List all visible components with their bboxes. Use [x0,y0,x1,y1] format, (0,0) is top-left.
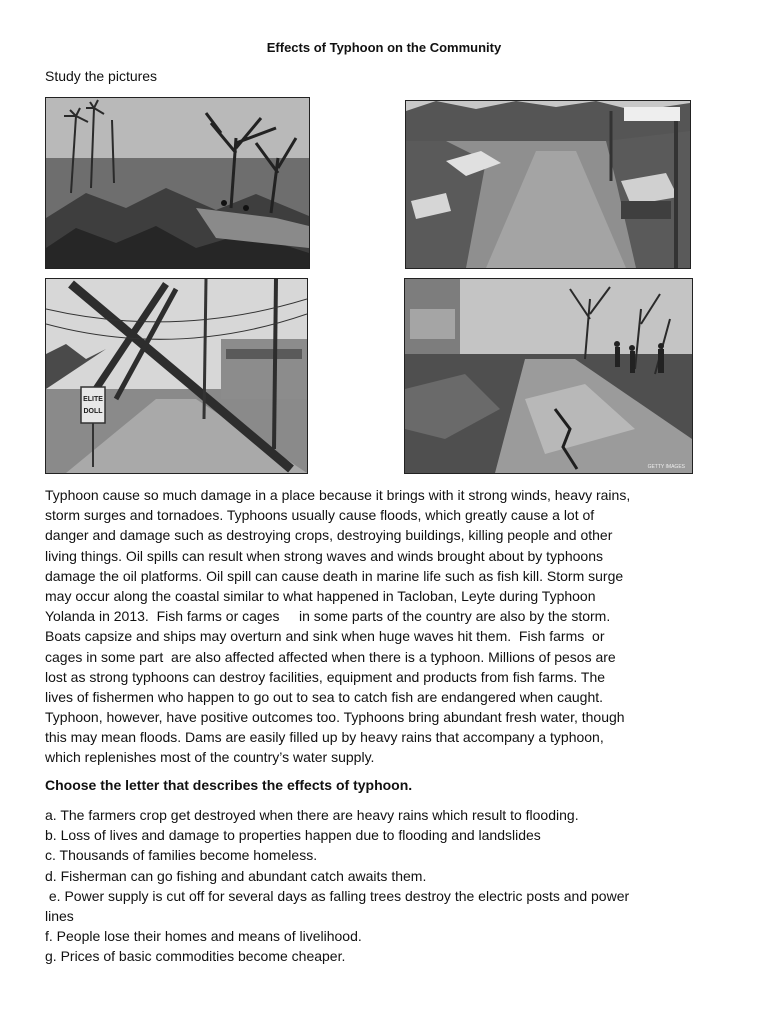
paragraph-line: Typhoon cause so much damage in a place because it brings with it strong winds, heavy rains, [45,487,631,503]
fallen-posts-photo [45,278,308,474]
storm-debris-photo [45,97,310,269]
storm-debris-image [46,98,309,268]
paragraph-line: Typhoon, however, have positive outcomes too. Typhoons bring abundant fresh water, though [45,709,625,726]
question-prompt: Choose the letter that describes the effects of typhoon. [45,777,413,793]
option-e-continued: lines [45,907,74,924]
fallen-posts-image [46,279,307,473]
option-f: f. People lose their homes and means of livelihood. [45,928,362,945]
instruction-text: Study the pictures [45,68,158,84]
paragraph-line: which replenishes most of the country’s water supply. [45,749,375,766]
paragraph-line: Yolanda in 2013. Fish farms or cages in some parts of the country are also by the storm. [45,608,611,625]
damaged-road-image [405,279,692,473]
paragraph-line: lost as strong typhoons can destroy facilities, equipment and products from fish farms. The [45,668,606,685]
paragraph-line: damage the oil platforms. Oil spill can cause death in marine life such as fish kill. Storm surge [45,567,624,584]
svg-text:DOLL: DOLL [83,408,103,415]
paragraph-line: living things. Oil spills can result when strong waves and winds brought about by typhoons [45,547,603,564]
paragraph-line: this may mean floods. Dams are easily filled up by heavy rains that accompany a typhoon, [45,729,604,746]
svg-text:GETTY IMAGES: GETTY IMAGES [647,464,685,470]
option-c: c. Thousands of families become homeless. [45,847,318,864]
option-g: g. Prices of basic commodities become cheaper. [45,948,346,965]
option-b: b. Loss of lives and damage to properties happen due to flooding and landslides [45,827,541,844]
flood-image [406,101,690,268]
flood-photo [405,100,691,269]
paragraph-line: storm surges and tornadoes. Typhoons usually cause floods, which greatly cause a lot of [45,507,595,524]
option-d: d. Fisherman can go fishing and abundant catch awaits them. [45,867,427,884]
option-e: e. Power supply is cut off for several days as falling trees destroy the electric posts and power [45,887,630,904]
paragraph-line: Boats capsize and ships may overturn and sink when huge waves hit them. Fish farms or [45,628,605,645]
options-list [45,805,735,967]
svg-text:ELITE: ELITE [83,396,103,403]
paragraph-line: lives of fishermen who happen to go out to sea to catch fish are endangered when caught. [45,688,604,705]
option-a: a. The farmers crop get destroyed when there are heavy rains which result to flooding. [45,807,579,823]
page-title: Effects of Typhoon on the Community [266,40,502,55]
paragraph-line: cages in some part are also affected affected when there is a typhoon. Millions of pesos are [45,648,616,665]
body-paragraph [45,485,735,768]
paragraph-line: may occur along the coastal similar to what happened in Tacloban, Leyte during Typhoon [45,587,596,604]
damaged-road-photo [404,278,693,474]
paragraph-line: danger and damage such as destroying crops, destroying buildings, killing people and other [45,527,613,544]
